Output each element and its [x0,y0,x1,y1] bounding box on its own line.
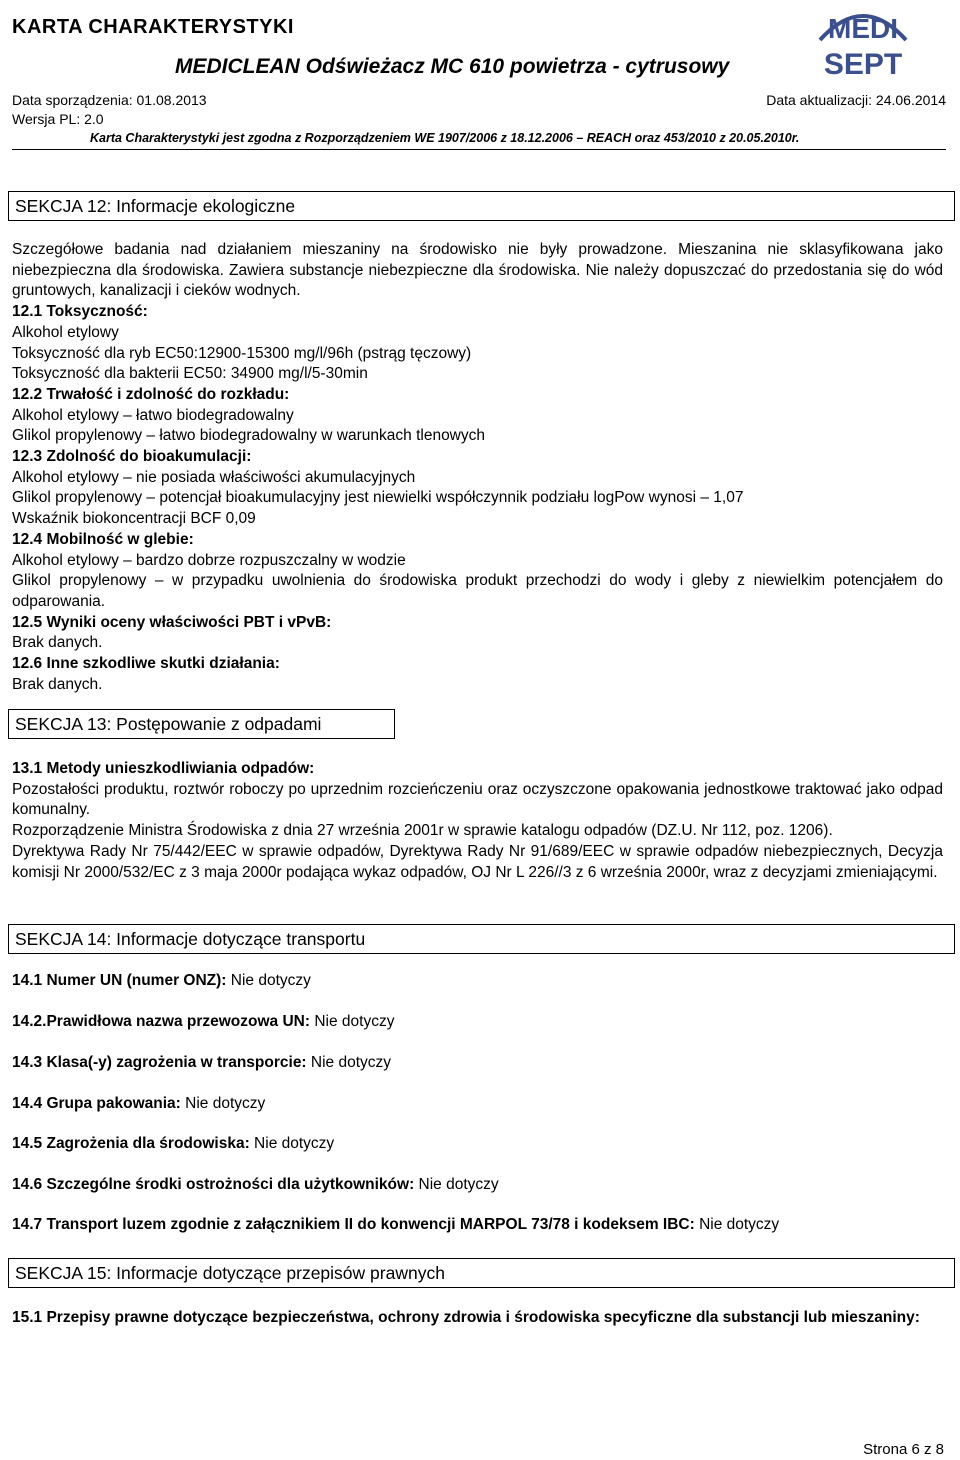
transport-item [12,1176,499,1194]
bioaccumulation-glycol: Glikol propylenowy – potencjał bioakumulacyjny jest niewielki współczynnik podziału logPow wynosi – 1,07 [12,489,744,507]
product-name: MEDICLEAN Odświeżacz MC 610 powietrza - cytrusowy [175,55,730,78]
transport-item-label: 14.4 Grupa pakowania: [12,1095,181,1112]
mobility-glycol: Glikol propylenowy – w przypadku uwolnienia do środowiska produkt przechodzi do wody i gleby z niewielkim potencjałem do odparowania. [12,572,943,610]
subsection-12-4-heading: 12.4 Mobilność w glebie: [12,530,194,548]
regulation-note: Karta Charakterystyki jest zgodna z Rozporządzeniem WE 1907/2006 z 18.12.2006 – REACH oraz 453/2010 z 20.05.2010r. [90,131,800,145]
logo-text-bottom: SEPT [823,48,903,81]
subsection-13-1-heading: 13.1 Metody unieszkodliwiania odpadów: [12,760,315,777]
degradability-ethanol: Alkohol etylowy – łatwo biodegradowalny [12,406,294,424]
section-12-intro: Szczegółowe badania nad działaniem mieszaniny na środowisko nie były prowadzone. Mieszanina nie sklasyfikowana jako niebezpieczna dla środowiska. Zawiera substancje niebezpieczne dla środowiska. Nie należy dopuszczać do przedostania się do wód gruntowych, kanalizacji i cieków wodnych. [12,241,943,300]
transport-item-value: Nie dotyczy [694,1216,780,1233]
regulation-paragraph: Rozporządzenie Ministra Środowiska z dnia 27 września 2001r w sprawie katalogu odpadów (DZ.U. Nr 112, poz. 1206). [12,822,833,840]
subsection-12-2-heading: 12.2 Trwałość i zdolność do rozkładu: [12,385,290,403]
transport-item [12,1095,265,1113]
pbt-result: Brak danych. [12,634,103,652]
transport-item-value: Nie dotyczy [249,1135,335,1152]
section-12-body [12,240,943,695]
transport-item [12,1013,394,1031]
other-effects: Brak danych. [12,675,103,693]
toxicity-bacteria: Toksyczność dla bakterii EC50: 34900 mg/l/5-30min [12,365,368,383]
subsection-12-3-heading: 12.3 Zdolność do bioakumulacji: [12,448,252,466]
degradability-glycol: Glikol propylenowy – łatwo biodegradowalny w warunkach tlenowych [12,427,485,445]
mobility-ethanol: Alkohol etylowy – bardzo dobrze rozpuszczalny w wodzie [12,551,406,569]
toxicity-fish: Toksyczność dla ryb EC50:12900-15300 mg/l/96h (pstrąg tęczowy) [12,344,472,362]
directive-paragraph: Dyrektywa Rady Nr 75/442/EEC w sprawie odpadów, Dyrektywa Rady Nr 91/689/EEC w sprawie odpadów niebezpiecznych, Decyzja komisji Nr 2000/532/EC z 3 maja 2000r podająca wykaz odpadów, OJ Nr L 226//3 z 6 września 2000r, wraz z decyzjami zmieniającymi. [12,842,943,881]
disposal-paragraph: Pozostałości produktu, roztwór roboczy po uprzednim rozcieńczeniu oraz oczyszczone opakowania jednostkowe traktować jako odpad komunalny. [12,780,943,819]
section-13-heading: SEKCJA 13: Postępowanie z odpadami [8,709,395,739]
update-date: Data aktualizacji: 24.06.2014 [766,92,946,108]
document-type-title: KARTA CHARAKTERYSTYKI [12,16,294,38]
subsection-12-5-heading: 12.5 Wyniki oceny właściwości PBT i vPvB: [12,613,332,631]
subsection-12-6-heading: 12.6 Inne szkodliwe skutki działania: [12,655,280,673]
toxicity-substance: Alkohol etylowy [12,323,119,341]
transport-item-label: 14.2.Prawidłowa nazwa przewozowa UN: [12,1013,311,1030]
transport-item [12,1135,334,1153]
transport-item-label: 14.7 Transport luzem zgodnie z załącznikiem II do konwencji MARPOL 73/78 i kodeksem IBC: [12,1216,695,1233]
section-15-heading: SEKCJA 15: Informacje dotyczące przepisów prawnych [8,1258,955,1288]
transport-item [12,1054,391,1072]
transport-item-label: 14.6 Szczególne środki ostrożności dla użytkowników: [12,1176,415,1193]
transport-item-value: Nie dotyczy [226,972,311,989]
transport-item-value: Nie dotyczy [180,1095,266,1112]
transport-item-label: 14.3 Klasa(-y) zagrożenia w transporcie: [12,1054,307,1071]
medisept-logo [818,0,908,85]
section-14-heading: SEKCJA 14: Informacje dotyczące transportu [8,924,955,954]
transport-item-value: Nie dotyczy [306,1054,392,1071]
version: Wersja PL: 2.0 [12,111,104,127]
logo-text-top: MEDI [828,13,898,44]
header-divider [12,149,946,150]
transport-item-label: 14.5 Zagrożenia dla środowiska: [12,1135,250,1152]
section-13-body [12,759,943,883]
transport-item [12,1216,779,1234]
transport-item-value: Nie dotyczy [414,1176,499,1193]
page-number: Strona 6 z 8 [863,1441,944,1458]
section-12-heading: SEKCJA 12: Informacje ekologiczne [8,191,955,221]
subsection-12-1-heading: 12.1 Toksyczność: [12,303,148,321]
bioaccumulation-ethanol: Alkohol etylowy – nie posiada właściwości akumulacyjnych [12,468,416,486]
subsection-15-1-heading: 15.1 Przepisy prawne dotyczące bezpieczeństwa, ochrony zdrowia i środowiska specyficzne dla substancji lub mieszaniny: [12,1309,920,1326]
bcf-value: Wskaźnik biokoncentracji BCF 0,09 [12,510,256,528]
transport-item-label: 14.1 Numer UN (numer ONZ): [12,972,227,989]
transport-item [12,972,311,990]
transport-item-value: Nie dotyczy [310,1013,395,1030]
creation-date: Data sporządzenia: 01.08.2013 [12,92,207,108]
